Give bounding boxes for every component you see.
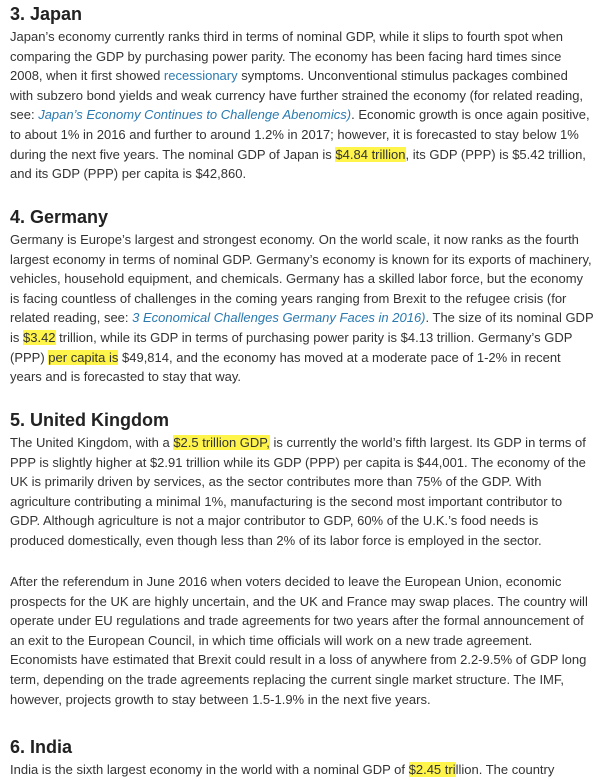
section-india <box>10 735 554 780</box>
text: Germany is Europe’s largest and strongest economy. On the world scale, it now ranks as the fourth largest economy in terms of nominal GDP. Germany’s economy is known for its exports of machinery, vehicles, household equipment, and chemicals. Germany has a skilled labor force, but the economy is facing countless of challenges in the coming years ranging from Brexit to the refugee crisis (for related reading, see: <box>10 232 592 326</box>
highlight-uk-gdp: $2.5 trillion GDP, <box>173 435 270 450</box>
link-germany-challenges[interactable]: 3 Economical Challenges Germany Faces in 2016) <box>132 310 426 326</box>
section-united-kingdom-continued <box>10 572 594 709</box>
text: The United Kingdom, with a <box>10 435 174 450</box>
text: . The size of its nominal GDP is <box>10 310 594 345</box>
link-japan-abenomics[interactable]: Japan’s Economy Continues to Challenge Abenomics) <box>38 107 352 123</box>
section-germany <box>10 205 594 387</box>
highlight-japan-gdp: $4.84 trillion <box>335 146 406 162</box>
heading-india: 6. India <box>10 737 73 757</box>
paragraph-india <box>10 760 554 780</box>
link-recessionary[interactable]: recessionary <box>163 68 238 84</box>
text: . Economic growth is once again positive, to about 1% in 2016 and further to around 1.2% in 2017; however, it is forecasted to stay below 1% during the next five years. The nominal GDP of Japan is <box>10 107 590 162</box>
heading-germany: 4. Germany <box>10 207 109 227</box>
paragraph-japan <box>10 27 594 184</box>
text: symptoms. Unconventional stimulus packages combined with subzero bond yields and weak currency have further strained the economy (for related reading, see: <box>10 68 584 123</box>
paragraph-uk-2: After the referendum in June 2016 when voters decided to leave the European Union, economic prospects for the UK are highly uncertain, and the UK and France may swap places. The country will operate under EU regulations and trade agreements for two years after the formal announcement of an exit to the European Council, in which time officials will work on a new trade agreement. Economists have estimated that Brexit could result in a loss of anywhere from 2.2-9.5% of GDP long term, depending on the trade agreements replacing the current single market structure. The IMF, however, projects growth to stay between 1.5-1.9% in the next five years. <box>10 574 588 707</box>
text: is currently the world’s fifth largest. Its GDP in terms of PPP is slightly higher at $2.91 trillion while its GDP (PPP) per capita is $44,001. The economy of the UK is primarily driven by services, as the sector contributes more than 75% of the GDP. With agriculture contributing a minimal 1%, manufacturing is the second most important contributor to GDP. Although agriculture is not a major contributor to GDP, 60% of the U.K.’s food needs is produced domestically, even though less than 2% of its labor force is employed in the sector. <box>10 435 586 548</box>
text: , its GDP (PPP) is $5.42 trillion, and its GDP (PPP) per capita is $42,860. <box>10 146 586 182</box>
paragraph-germany <box>10 230 594 387</box>
text: $49,814, and the economy has moved at a moderate pace of 1-2% in recent years and is forecasted to stay that way. <box>10 349 561 385</box>
heading-united-kingdom: 5. United Kingdom <box>10 410 169 430</box>
section-united-kingdom <box>10 408 594 551</box>
highlight-germany-gdp: $3.42 <box>23 329 56 345</box>
text: trillion, while its GDP in terms of purchasing power parity is $4.13 trillion. Germany’s GDP (PPP) <box>10 329 573 365</box>
highlight-india-gdp: $2.45 tri <box>408 762 456 777</box>
heading-japan: 3. Japan <box>10 4 83 24</box>
section-japan <box>10 2 594 184</box>
text: Japan’s economy currently ranks third in terms of nominal GDP, while it slips to fourth spot when comparing the GDP by purchasing power parity. The economy has been facing hard times since 2008, when it first showed <box>10 29 563 84</box>
text: llion. The country <box>455 762 555 777</box>
highlight-germany-per-capita: per capita is <box>48 349 119 365</box>
text: India is the sixth largest economy in the world with a nominal GDP of <box>10 762 409 777</box>
paragraph-uk-1 <box>10 433 594 551</box>
